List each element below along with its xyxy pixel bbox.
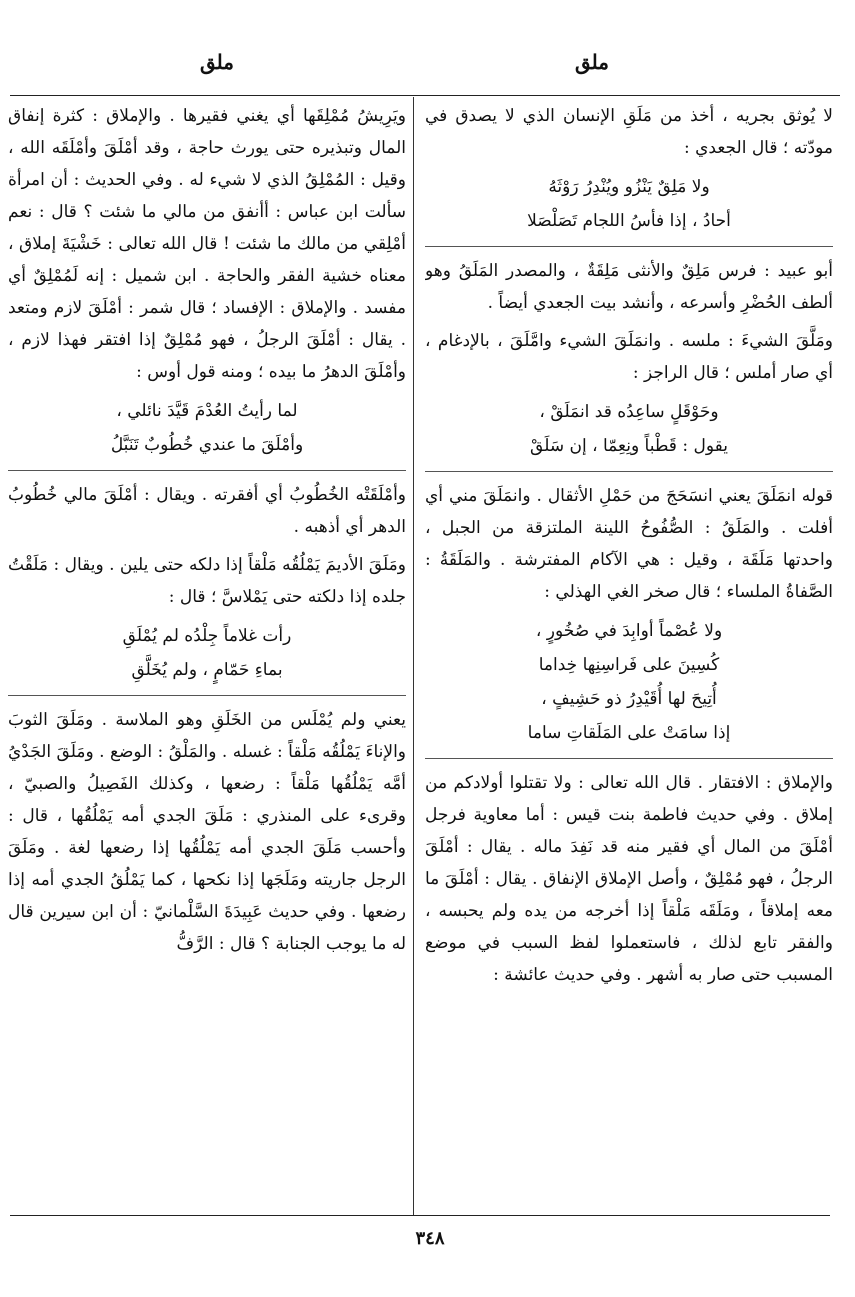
verse-line: وحَوْقَلٍ ساعِدُه قد انمَلَقْ ، (539, 402, 719, 422)
section-divider (425, 758, 833, 759)
verse-line: كُسِينَ على فَراسِنِها خِداما (538, 655, 720, 675)
entry-paragraph: ويَرِيشُ مُمْلِقَها أي يغني فقيرها . والإملاق : كثرة إنفاق المال وتبذيره حتى يورث حاجة ، وقد أمْلَقَ وأمْلَقَه الله ، وقيل : المُمْلِقُ الذي لا شيء له . وفي الحديث : أن امرأة سألت ابن عباس : أأنفق من مالي ما شئت ؟ قال : نعم أمْلِقي من مالك ما شئت ! قال الله تعالى : خَشْيَةَ إملاق ، معناه خشية الفقر والحاجة . ابن شميل : إنه لَمُمْلِقٌ أي مفسد . والإملاق : الإفساد ؛ قال شمر : أمْلَقَ لازم ومتعد . يقال : أمْلَقَ الرجلُ ، فهو مُمْلِقٌ إذا افتقر فهذا لازم ، وأمْلَقَ الدهرُ ما بيده ؛ ومنه قول أوس : (8, 106, 406, 382)
verse-line: أحادُ ، إذا فأسُ اللجام تَصَلْصَلا (527, 211, 731, 231)
bottom-rule (10, 1215, 830, 1216)
entry-paragraph: لا يُوثق بجريه ، أخذ من مَلَقِ الإنسان الذي لا يصدق في مودّته ؛ قال الجعدي : (425, 106, 833, 158)
entry-paragraph: والإملاق : الافتقار . قال الله تعالى : ولا تقتلوا أولادكم من إملاق . وفي حديث فاطمة بنت قيس : أما معاوية فرجل أمْلَقَ من المال أي فقير منه قد نَفِدَ ماله . يقال : أمْلَقَ الرجلُ ، فهو مُمْلِقٌ ، وأصل الإملاق الإنفاق . يقال : أمْلَقَ ما معه إملاقاً ، ومَلَقَه مَلْقاً إذا أخرجه من يده ولم يحبسه ، والفقر تابع لذلك ، فاستعملوا لفظ السبب في موضع المسبب حتى صار به أشهر . وفي حديث عائشة : (425, 773, 833, 985)
entry-paragraph: قوله انمَلَقَ يعني انسَحَجَ من حَمْلِ الأثقال . وانمَلَقَ مني أي أفلت . والمَلَقُ : الصُّفُوحُ اللينة الملتزقة من الجبل ، واحدتها مَلَقَة ، وقيل : هي الآكام المفترشة . والمَلَقَةُ : الصَّفاةُ الملساء ؛ قال صخر الغي الهذلي : (425, 486, 833, 602)
left-column (8, 100, 406, 1212)
entry-paragraph: يعني ولم يُمْلَس من الخَلَقِ وهو الملاسة . ومَلَقَ الثوبَ والإناءَ يَمْلُقُه مَلْقاً : غسله . والمَلْقُ : الوضع . ومَلَقَ الجَدْيُ أمَّه يَمْلُقُها مَلْقاً : رضعها ، وكذلك الفَصِيلُ والصبيّ ، وقرىء على المنذري : مَلَقَ الجدي أمه يَمْلُقُها ، قال : وأحسب مَلَقَ الجدي أمه يَمْلُقُها إذا رضعها لغة . ومَلَقَ الرجل جاريته ومَلَجَها إذا نكحها ، كما يَمْلُقُ الجدي أمه إذا رضعها . وفي حديث عَبِيدَةَ السَّلْمانيّ : أن ابن سيرين قال له ما يوجب الجنابة ؟ قال : الرَّفُّ (8, 710, 406, 954)
verse-line: بماءِ حَمّامٍ ، ولم يُخَلَّقِ (131, 660, 283, 680)
verse-line: يقول : قَطْباً ونِعِمّا ، إن سَلَقْ (530, 436, 728, 456)
entry-paragraph: ومَلَقَ الأديمَ يَمْلُقُه مَلْقاً إذا دلكه حتى يلين . ويقال : مَلَقْتُ جلده إذا دلكته حتى يَمْلاسَّ ؛ قال : (8, 555, 406, 607)
section-divider (8, 695, 406, 696)
entry-paragraph: وأمْلَقَتْه الخُطُوبُ أي أفقرته . ويقال : أمْلَقَ مالي خُطُوبُ الدهر أي أذهبه . (8, 485, 406, 537)
verse-line: رأت غلاماً جِلْدُه لم يُمْلَقِ (122, 626, 292, 646)
right-column (425, 100, 833, 1212)
verse-line: ولا مَلِقٌ يَنْزُو ويُنْدِرُ رَوْثَهُ (548, 177, 710, 197)
section-divider (425, 246, 833, 247)
verse-line: إذا سامَتْ على المَلَقاتِ ساما (527, 723, 731, 743)
verse-line: لما رأيتُ العُدْمَ قَيَّدَ نائلي ، (116, 401, 298, 421)
entry-paragraph: ومَلَّقَ الشيءَ : ملسه . وانمَلَقَ الشيء وامَّلَقَ ، بالإدغام ، أي صار أملس ؛ قال الراجز : (425, 331, 833, 383)
page-header (0, 50, 855, 90)
section-divider (8, 470, 406, 471)
poetry-verse (425, 395, 833, 463)
poetry-verse (8, 394, 406, 462)
verse-line: أُتِيحَ لها أُقَيْدِرُ ذو حَشِيفٍ ، (541, 689, 717, 709)
poetry-verse (8, 619, 406, 687)
entry-paragraph: أبو عبيد : فرس مَلِقٌ والأنثى مَلِقَةٌ ، والمصدر المَلَقُ وهو ألطف الحُضْرِ وأسرعه ، وأنشد بيت الجعدي أيضاً . (425, 261, 833, 313)
page-number: ٣٤٨ (415, 1228, 445, 1249)
verse-line: ولا عُصْماً أوابِدَ في صُخُورٍ ، (535, 621, 723, 641)
poetry-verse (425, 614, 833, 750)
column-separator (413, 97, 414, 1215)
running-head-left: ملق (200, 50, 235, 74)
top-rule (10, 95, 840, 96)
poetry-verse (425, 170, 833, 238)
verse-line: وأمْلَقَ ما عندي خُطُوبٌ تَنَبَّلُ (110, 435, 304, 455)
section-divider (425, 471, 833, 472)
running-head-right: ملق (575, 50, 610, 74)
